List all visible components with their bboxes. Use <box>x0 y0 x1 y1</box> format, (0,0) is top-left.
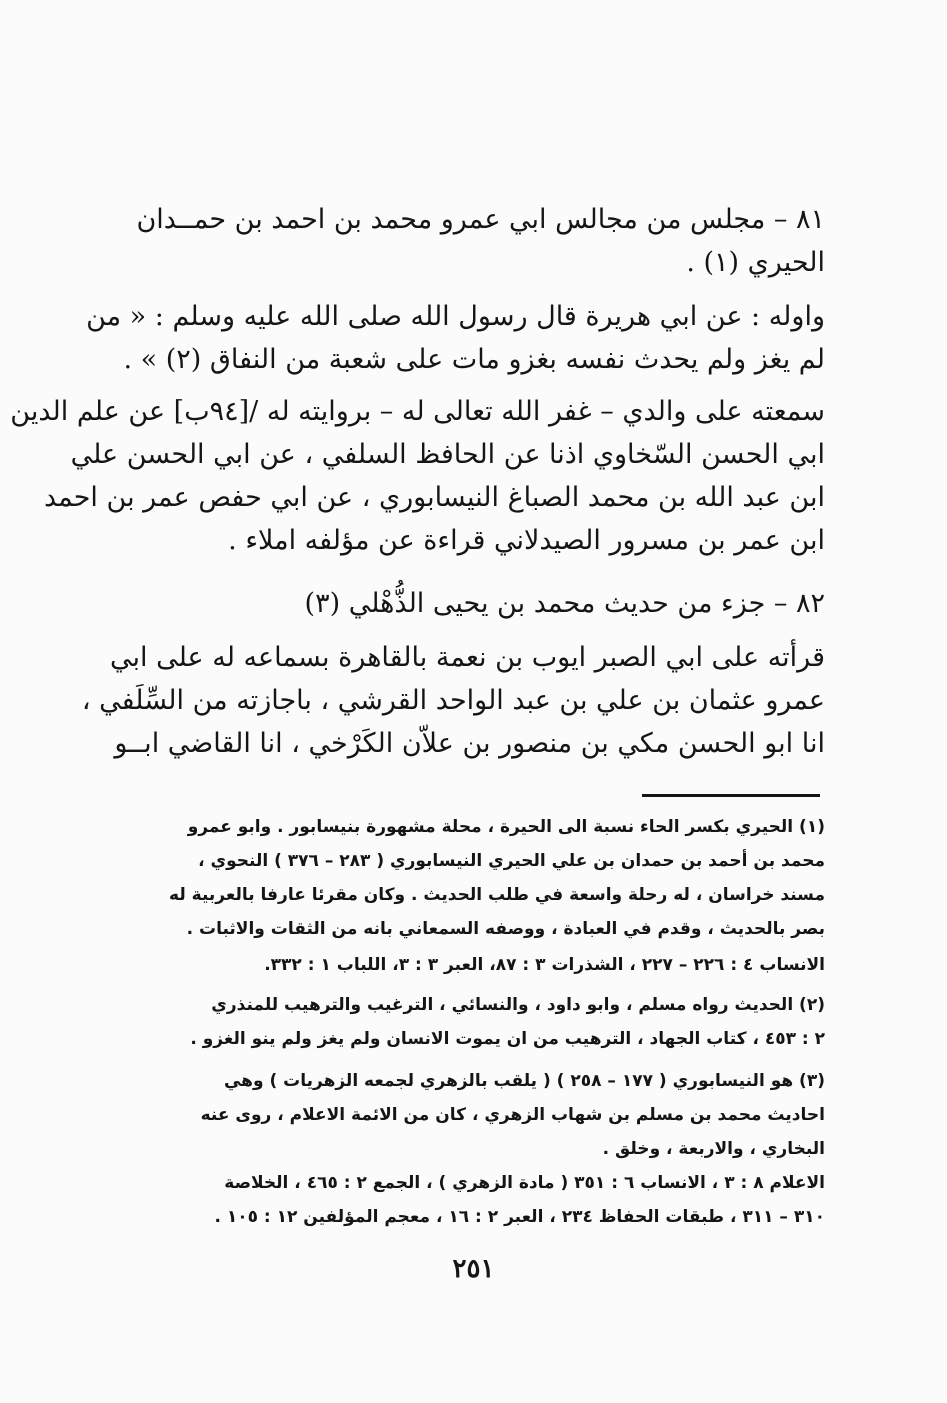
footnote-line: مسند خراسان ، له رحلة واسعة في طلب الحديث . وكان مقرئا عارفا بالعربية له <box>169 885 825 905</box>
text-line: عمرو عثمان بن علي بن عبد الواحد القرشي ، باجازته من السِّلَفي ، <box>81 685 825 716</box>
footnote-1-sources <box>165 948 825 982</box>
text-line: ابن عمر بن مسرور الصيدلاني قراءة عن مؤلفه املاء . <box>228 525 825 556</box>
footnote-3 <box>165 1064 825 1166</box>
footnote-line: بصر بالحديث ، وقدم في العبادة ، ووصفه السمعاني بانه من الثقات والاثبات . <box>186 919 825 939</box>
footnote-1 <box>165 810 825 946</box>
text-line: ابن عبد الله بن محمد الصباغ النيسابوري ، عن ابي حفص عمر بن احمد <box>43 482 825 513</box>
entry-81-heading <box>136 198 825 284</box>
text-line: انا ابو الحسن مكي بن منصور بن علاّن الكَرْخي ، انا القاضي ابــو <box>114 728 825 759</box>
text-line: واوله : عن ابي هريرة قال رسول الله صلى الله عليه وسلم : « من <box>86 301 825 332</box>
footnote-line: (٣) هو النيسابوري ( ١٧٧ – ٢٥٨ ) ( يلقب بالزهري لجمعه الزهريات ) وهي <box>223 1071 825 1091</box>
text-line: ابي الحسن السّخاوي اذنا عن الحافظ السلفي ، عن ابي الحسن علي <box>70 439 825 470</box>
entry-82-heading <box>165 582 825 625</box>
text-line: الحيري (١) . <box>686 247 825 278</box>
text-line: سمعته على والدي – غفر الله تعالى له – بروايته له /[٩٤ب] عن علم الدين <box>10 396 825 427</box>
footnote-line: الاعلام ٨ : ٣ ، الانساب ٦ : ٣٥١ ( مادة الزهري ) ، الجمع ٢ : ٤٦٥ ، الخلاصة <box>224 1173 825 1193</box>
footnote-line: (١) الحيري بكسر الحاء نسبة الى الحيرة ، محلة مشهورة بنيسابور . وابو عمرو <box>187 817 825 837</box>
footnote-2 <box>165 988 825 1056</box>
text-line: ٨٢ – جزء من حديث محمد بن يحيى الذُّهْلي (٣) <box>304 588 825 619</box>
footnote-line: البخاري ، والاربعة ، وخلق . <box>602 1139 825 1159</box>
footnote-line: محمد بن أحمد بن حمدان بن علي الحيري النيسابوري ( ٢٨٣ – ٣٧٦ ) النحوي ، <box>198 851 825 871</box>
footnote-separator <box>642 794 820 797</box>
footnote-3-sources <box>165 1166 825 1234</box>
page-number: ٢٥١ <box>452 1254 495 1284</box>
text-line: ٨١ – مجلس من مجالس ابي عمرو محمد بن احمد بن حمــدان <box>136 204 825 235</box>
footnote-line: ٣١٠ – ٣١١ ، طبقات الحفاظ ٢٣٤ ، العبر ٢ : ١٦ ، معجم المؤلفين ١٢ : ١٠٥ . <box>214 1207 825 1227</box>
text-line: لم يغز ولم يحدث نفسه بغزو مات على شعبة من النفاق (٢) » . <box>123 344 825 375</box>
entry-82-isnad <box>81 636 825 765</box>
entry-81-isnad <box>10 390 825 562</box>
footnote-line: احاديث محمد بن مسلم بن شهاب الزهري ، كان من الائمة الاعلام ، روى عنه <box>200 1105 825 1125</box>
footnote-line: (٢) الحديث رواه مسلم ، وابو داود ، والنسائي ، الترغيب والترهيب للمنذري <box>211 995 825 1015</box>
entry-81-opening <box>86 295 825 381</box>
text-line: قرأته على ابي الصبر ايوب بن نعمة بالقاهرة بسماعه له على ابي <box>110 642 825 673</box>
footnote-line: ٢ : ٤٥٣ ، كتاب الجهاد ، الترهيب من ان يموت الانسان ولم يغز ولم ينو الغزو . <box>190 1029 825 1049</box>
footnote-line: الانساب ٤ : ٢٢٦ – ٢٢٧ ، الشذرات ٣ : ٨٧، العبر ٣ : ٣، اللباب ١ : ٣٣٢. <box>264 955 825 975</box>
